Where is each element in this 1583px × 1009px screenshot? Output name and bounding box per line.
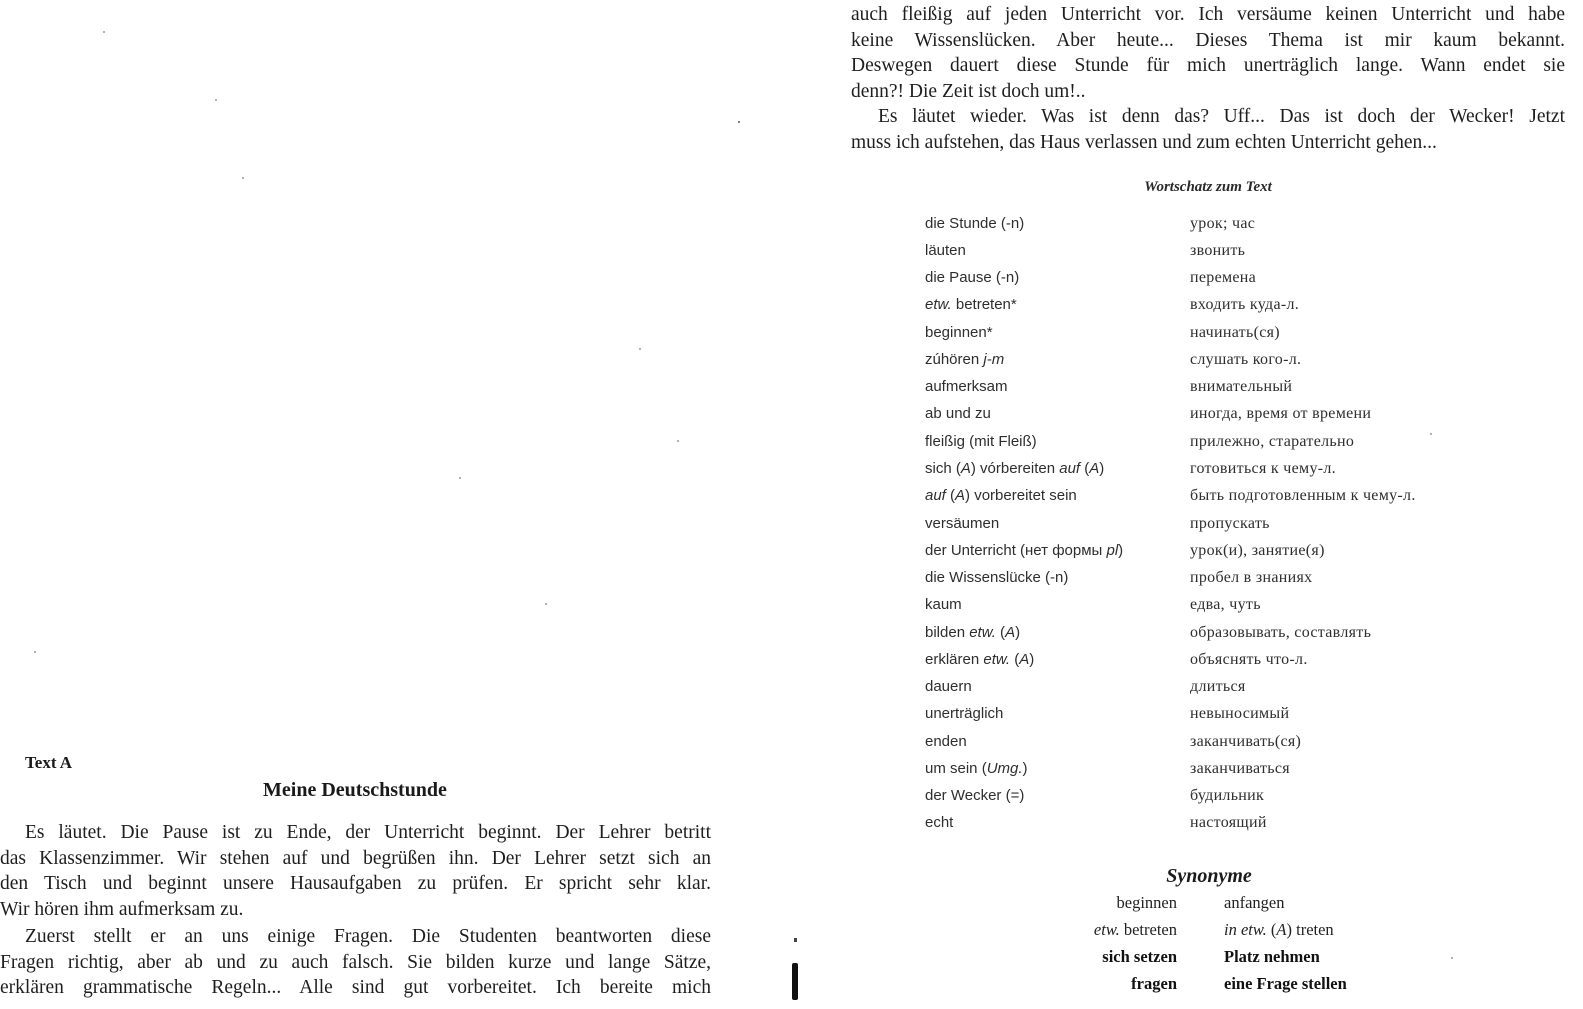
scan-speck [1451,957,1453,959]
vocab-russian: перемена [1190,269,1257,287]
text-segment: um sein ( [925,759,987,777]
vocab-row [925,537,1485,564]
vocab-german: ab und zu [925,405,991,423]
vocab-russian: начинать(ся) [1190,323,1280,341]
italic-segment: A [1005,623,1016,641]
italic-segment: etw. [925,296,952,314]
vocab-russian: заканчиваться [1190,759,1290,777]
text-line: Wir hören ihm aufmerksam zu. [0,898,244,920]
vocab-russian: пробел в знаниях [1190,569,1313,587]
text-segment: ) [1015,623,1021,641]
vocab-row [925,673,1485,700]
vocab-german: beginnen* [925,323,993,341]
left-page-text [0,820,711,1001]
italic-segment: Umg. [986,759,1023,777]
vocab-russian: внимательный [1190,378,1293,396]
vocab-russian: настоящий [1190,814,1267,832]
vocabulary-heading: Wortschatz zum Text [1144,179,1272,195]
text-title: Meine Deutschstunde [263,779,447,801]
text-segment: ) treten [1286,919,1334,939]
vocab-russian: заканчивать(ся) [1190,732,1302,750]
vocab-russian: входить куда-л. [1190,296,1300,314]
vocab-german: fleißig (mit Fleiß) [925,432,1037,450]
vocab-row [925,373,1485,400]
text-segment: ( [1266,919,1277,939]
vocab-row [925,755,1485,782]
right-page-text [851,2,1565,155]
synonym-equivalent: anfangen [1224,892,1285,912]
vocab-russian: звонить [1190,241,1246,259]
italic-segment: in etw. [1224,919,1267,939]
scan-speck [215,99,217,101]
paragraph [0,924,711,1001]
text-segment: sich ( [925,459,961,477]
scan-speck [639,348,641,350]
text-line: erklären grammatische Regeln... Alle sind gut vorbereitet. Ich bereite mich [0,977,711,998]
vocab-german: läuten [925,241,966,259]
vocab-row [925,646,1485,673]
vocabulary-table [925,210,1485,837]
vocab-row [925,455,1485,482]
synonym-equivalent: Platz nehmen [1224,946,1320,966]
text-segment: ) vórbereiten [970,459,1060,477]
synonym-row [1030,970,1450,997]
synonyms-heading: Synonyme [1166,865,1252,887]
text-line: denn?! Die Zeit ist doch um!.. [851,80,1086,102]
vocab-russian: урок; час [1190,214,1256,232]
italic-segment: A [1019,650,1030,668]
text-line: auch fleißig auf jeden Unterricht vor. Ich versäume keinen Unterricht und habe [851,4,1565,25]
vocab-row [925,346,1485,373]
text-segment: erklären [925,650,984,668]
italic-segment: auf [925,487,946,505]
text-segment: bilden [925,623,970,641]
vocab-german [925,537,1190,564]
vocab-german [925,455,1190,482]
text-segment: ( [1080,459,1090,477]
italic-segment: etw. [983,650,1011,668]
italic-segment: A [1089,459,1100,477]
text-segment: zúhören [925,350,984,368]
text-line: Fragen richtig, aber ab und zu auch falsch. Sie bilden kurze und lange Sätze, [0,951,711,973]
vocab-russian: образовывать, составлять [1190,623,1372,641]
text-segment: ) [1099,459,1105,477]
vocab-german [925,755,1190,782]
scan-speck [677,440,679,442]
italic-segment: j-m [983,350,1005,368]
vocab-row [925,264,1485,291]
text-line: Es läutet wieder. Was ist denn das? Uff... Das ist doch der Wecker! Jetzt [878,106,1565,127]
vocab-russian: прилежно, старательно [1190,432,1355,450]
italic-segment: etw. [969,623,996,641]
paragraph [0,820,711,922]
text-line: muss ich aufstehen, das Haus verlassen und zum echten Unterricht gehen... [851,131,1437,153]
vocab-row [925,291,1485,318]
vocab-german [925,291,1190,318]
vocab-russian: урок(и), занятие(я) [1190,541,1325,559]
text-segment: betreten* [951,296,1017,314]
vocab-row [925,510,1485,537]
text-label: Text A [25,753,73,772]
vocab-row [925,319,1485,346]
synonyms-table [1030,889,1450,997]
scan-speck [738,121,740,123]
synonym-row [1030,943,1450,970]
synonym-row [1030,916,1450,943]
vocab-german: unerträglich [925,705,1004,723]
vocab-german [925,482,1190,509]
text-segment: ) vorbereitet sein [965,487,1077,505]
vocab-german: dauern [925,678,972,696]
vocab-german: die Stunde (-n) [925,214,1025,232]
vocab-row [925,482,1485,509]
vocab-russian: иногда, время от времени [1190,405,1372,423]
vocab-row [925,782,1485,809]
vocab-german [925,646,1190,673]
synonym-row [1030,889,1450,916]
text-line: keine Wissenslücken. Aber heute... Dieses Thema ist mir kaum bekannt. [851,29,1565,51]
scan-speck [242,177,244,179]
scan-speck [545,603,547,605]
text-segment: der Unterricht (нет формы [925,541,1107,559]
text-segment: ) [1029,650,1035,668]
vocab-russian: объяснять что-л. [1190,650,1308,668]
vocab-russian: слушать кого-л. [1190,350,1302,368]
synonym-term [1030,916,1177,943]
binding-dot [794,938,797,942]
vocab-row [925,400,1485,427]
vocab-german: versäumen [925,514,1000,532]
vocab-german [925,619,1190,646]
paragraph [851,2,1565,104]
text-segment: ( [1010,650,1020,668]
vocab-german: enden [925,732,967,750]
italic-segment: A [955,487,966,505]
synonym-equivalent [1224,916,1334,943]
vocab-russian: готовиться к чему-л. [1190,459,1336,477]
synonym-term: sich setzen [1102,946,1177,966]
synonym-equivalent: eine Frage stellen [1224,973,1347,993]
italic-segment: A [1276,919,1287,939]
synonym-term: fragen [1131,973,1177,993]
scan-speck [1430,433,1432,435]
vocab-row [925,700,1485,727]
vocab-row [925,564,1485,591]
vocab-russian: невыносимый [1190,705,1290,723]
italic-segment: pl [1106,541,1119,559]
vocab-row [925,210,1485,237]
vocab-german: der Wecker (=) [925,787,1025,805]
italic-segment: etw. [1093,919,1120,939]
synonym-term: beginnen [1116,892,1177,912]
text-segment: ( [945,487,956,505]
italic-segment: auf [1059,459,1081,477]
text-segment: ( [995,623,1006,641]
vocab-german: echt [925,814,954,832]
vocab-russian: пропускать [1190,514,1270,532]
vocab-german: die Wissenslücke (-n) [925,569,1069,587]
scan-speck [459,477,461,479]
vocab-row [925,809,1485,836]
vocab-german: die Pause (-n) [925,269,1020,287]
text-line: den Tisch und beginnt unsere Hausaufgaben zu prüfen. Er spricht sehr klar. [0,873,711,894]
italic-segment: A [960,459,971,477]
text-line: Deswegen dauert diese Stunde für mich unerträglich lange. Wann endet sie [851,55,1565,76]
vocab-german: kaum [925,596,962,614]
text-segment: ) [1118,541,1124,559]
vocab-russian: едва, чуть [1190,596,1261,614]
text-line: Zuerst stellt er an uns einige Fragen. Die Studenten beantworten diese [25,926,711,947]
vocab-row [925,428,1485,455]
vocab-row [925,591,1485,618]
vocab-row [925,728,1485,755]
scan-speck [103,31,105,33]
vocab-german [925,346,1190,373]
vocab-russian: быть подготовленным к чему-л. [1190,487,1416,505]
vocab-german: aufmerksam [925,378,1008,396]
text-segment: betreten [1119,919,1177,939]
vocab-russian: длиться [1190,678,1246,696]
text-line: das Klassenzimmer. Wir stehen auf und begrüßen ihn. Der Lehrer setzt sich an [0,847,711,869]
text-segment: ) [1022,759,1028,777]
text-line: Es läutet. Die Pause ist zu Ende, der Unterricht beginnt. Der Lehrer betritt [25,822,711,843]
vocab-russian: будильник [1190,787,1265,805]
scan-speck [34,651,36,653]
vocab-row [925,237,1485,264]
vocab-row [925,619,1485,646]
paragraph [851,104,1565,155]
binding-mark [792,963,798,1000]
